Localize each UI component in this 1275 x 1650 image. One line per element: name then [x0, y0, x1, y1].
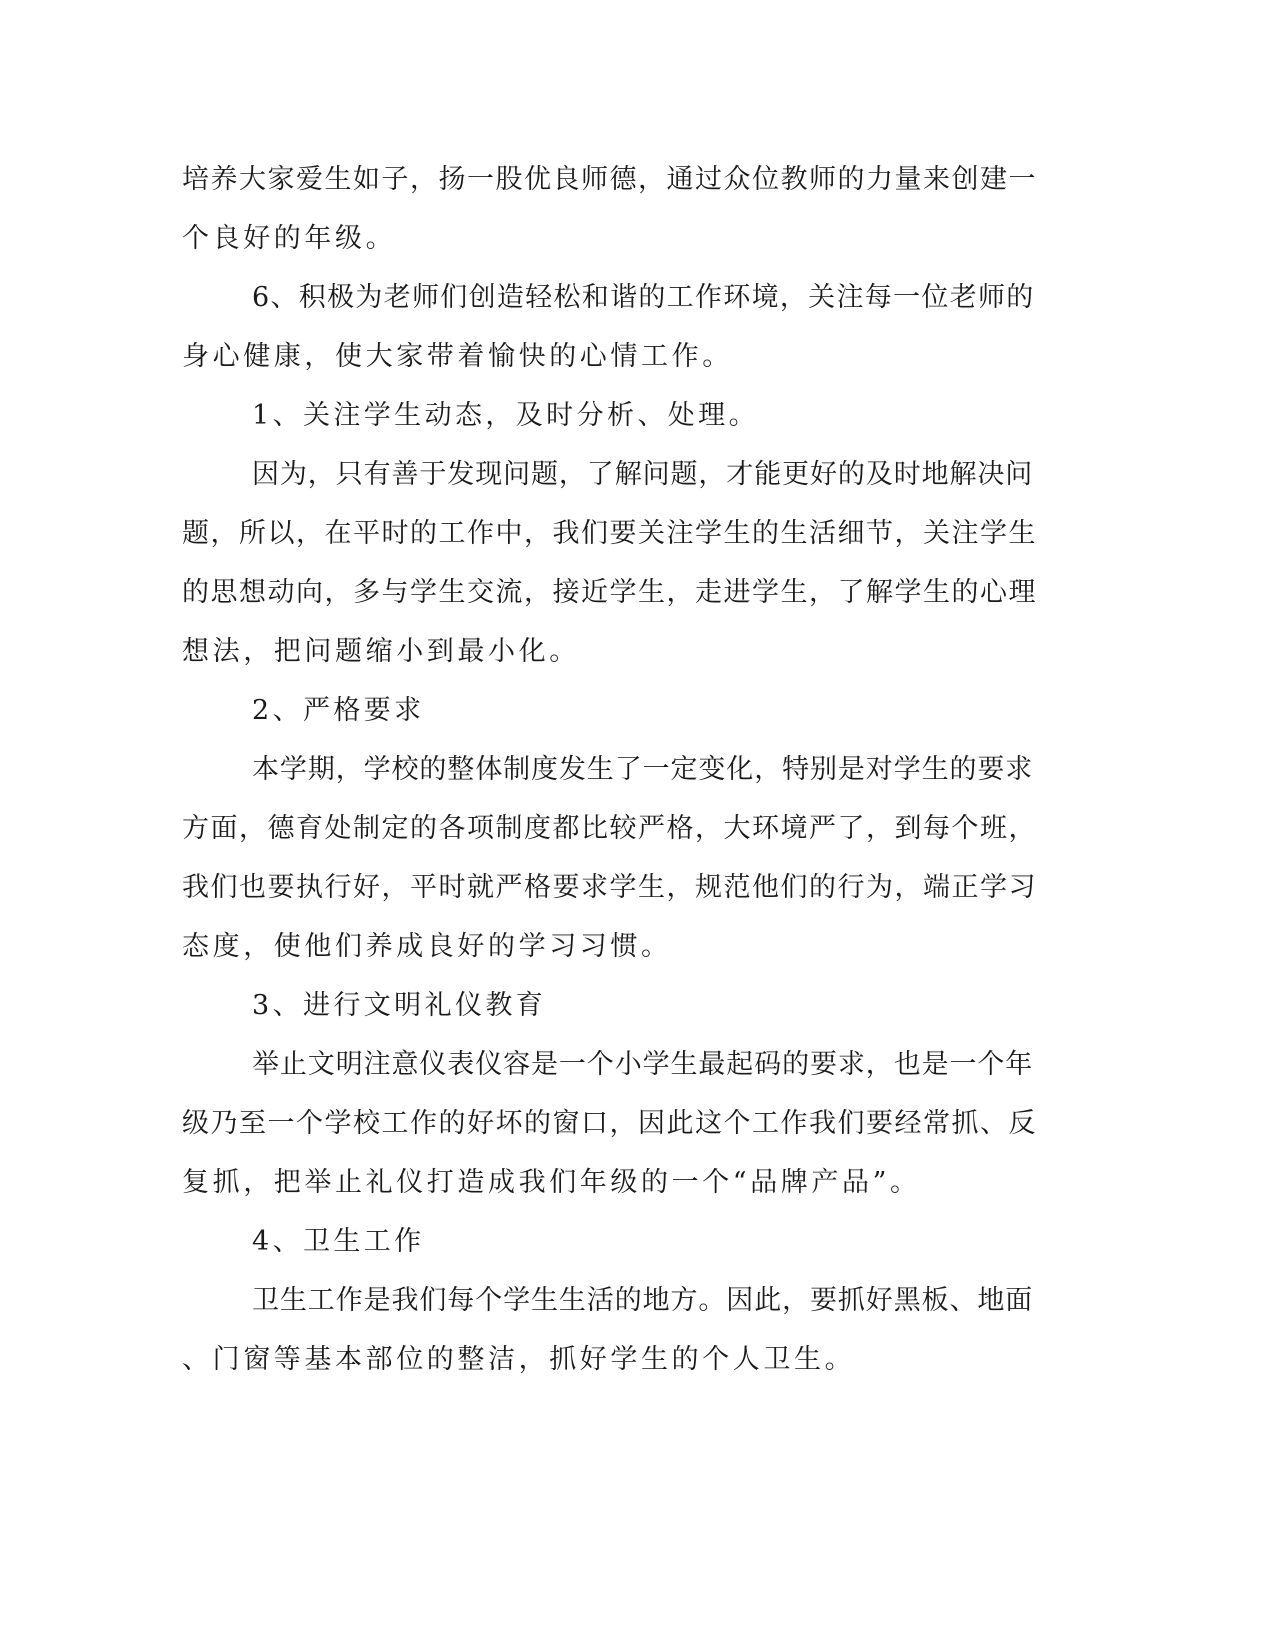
- text-line-content: 6、积极为老师们创造轻松和谐的工作环境，关注每一位老师的: [252, 282, 1035, 313]
- text-line-content: 举止文明注意仪表仪容是一个小学生最起码的要求，也是一个年: [252, 1049, 1034, 1080]
- paragraph-first-line: [0, 455, 1275, 495]
- text-line: [0, 160, 1275, 200]
- text-line-content: 培养大家爱生如子，扬一股优良师德，通过众位教师的力量来创建一: [182, 164, 1037, 195]
- paragraph-first-line: [0, 750, 1275, 790]
- text-line-content: 身心健康，使大家带着愉快的心情工作。: [182, 341, 733, 372]
- text-line-content: 卫生工作是我们每个学生生活的地方。因此，要抓好黑板、地面: [252, 1285, 1034, 1316]
- text-line-content: 、门窗等基本部位的整洁，抓好学生的个人卫生。: [182, 1344, 856, 1375]
- text-line-content: 级乃至一个学校工作的好坏的窗口，因此这个工作我们要经常抓、反: [182, 1108, 1037, 1139]
- section-heading: [0, 1222, 1275, 1262]
- text-line-content: 态度，使他们养成良好的学习习惯。: [182, 931, 672, 962]
- text-line-content: 题，所以，在平时的工作中，我们要关注学生的生活细节，关注学生: [182, 518, 1037, 549]
- text-line: [0, 1340, 1275, 1380]
- text-line: [0, 219, 1275, 259]
- text-line-content: 本学期，学校的整体制度发生了一定变化，特别是对学生的要求: [252, 754, 1034, 785]
- text-line-content: 4、卫生工作: [252, 1226, 425, 1257]
- text-line-content: 3、进行文明礼仪教育: [252, 990, 547, 1021]
- text-line: [0, 809, 1275, 849]
- text-line-content: 2、严格要求: [252, 695, 425, 726]
- text-line: [0, 632, 1275, 672]
- list-item-heading: [0, 278, 1275, 318]
- text-line-content: 我们也要执行好，平时就严格要求学生，规范他们的行为，端正学习: [182, 872, 1037, 903]
- text-line-content: 方面，德育处制定的各项制度都比较严格，大环境严了，到每个班，: [182, 813, 1037, 844]
- text-line-content: 个良好的年级。: [182, 223, 397, 254]
- text-line: [0, 868, 1275, 908]
- section-heading: [0, 691, 1275, 731]
- text-line: [0, 1104, 1275, 1144]
- text-line-content: 想法，把问题缩小到最小化。: [182, 636, 580, 667]
- text-line-content: 1、关注学生动态，及时分析、处理。: [252, 400, 759, 431]
- text-line: [0, 1163, 1275, 1203]
- paragraph-first-line: [0, 1045, 1275, 1085]
- text-line: [0, 514, 1275, 554]
- text-line: [0, 573, 1275, 613]
- text-line-content: 的思想动向，多与学生交流，接近学生，走进学生，了解学生的心理: [182, 577, 1037, 608]
- section-heading: [0, 396, 1275, 436]
- section-heading: [0, 986, 1275, 1026]
- paragraph-first-line: [0, 1281, 1275, 1321]
- text-line: [0, 337, 1275, 377]
- text-line: [0, 927, 1275, 967]
- text-line-content: 因为，只有善于发现问题，了解问题，才能更好的及时地解决问: [252, 459, 1034, 490]
- text-line-content: 复抓，把举止礼仪打造成我们年级的一个“品牌产品”。: [182, 1167, 921, 1198]
